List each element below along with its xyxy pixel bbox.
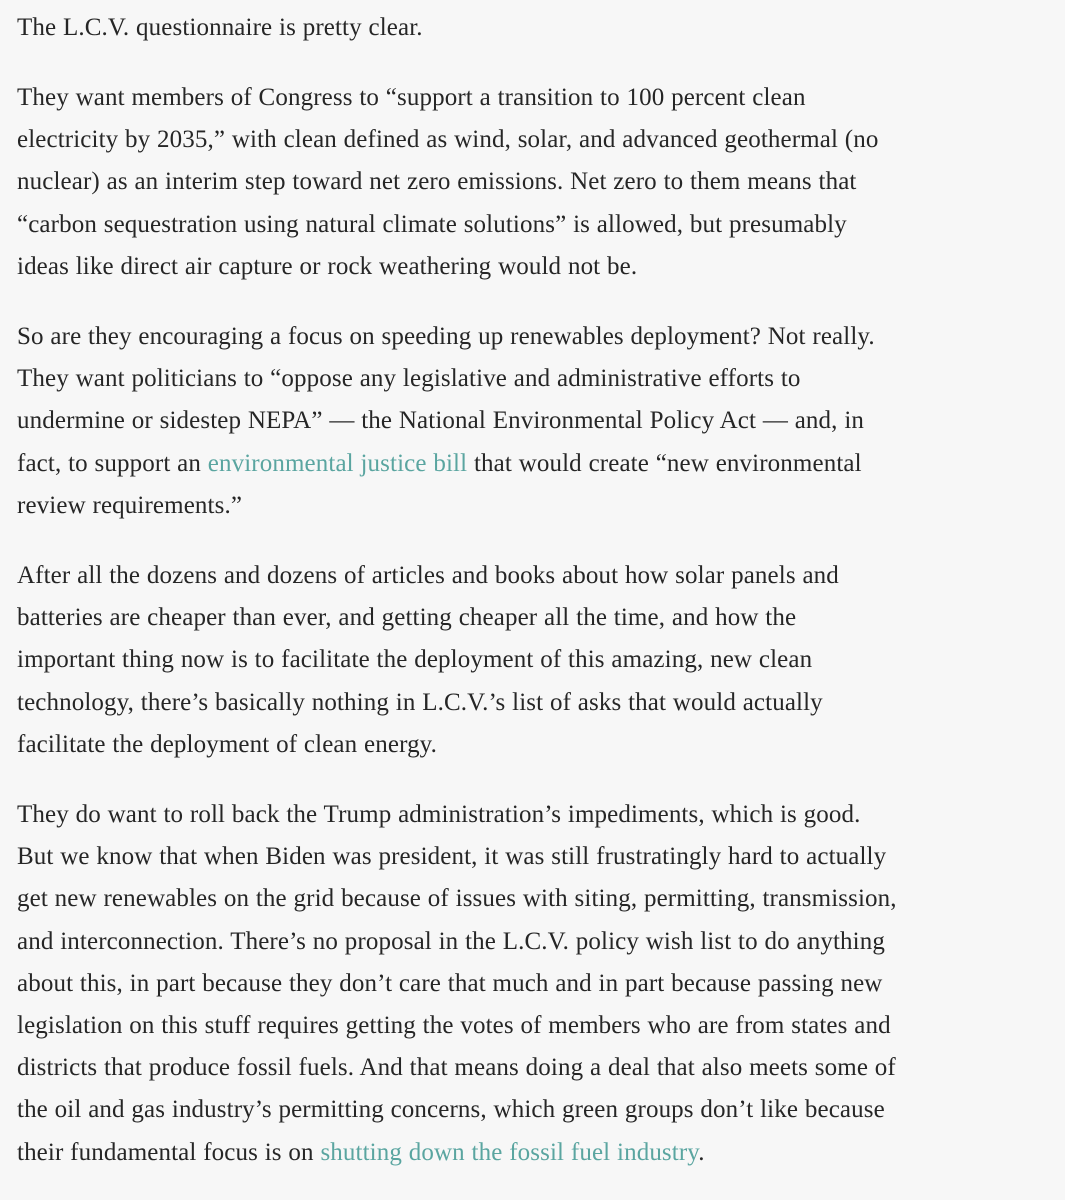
paragraph-line: “carbon sequestration using natural climate solutions” is allowed, but presumably <box>17 210 847 238</box>
paragraph-line: So are they encouraging a focus on speeding up renewables deployment? Not really. <box>17 323 875 350</box>
paragraph-line: districts that produce fossil fuels. And that means doing a deal that also meets some of <box>17 1054 896 1082</box>
paragraph-line: electricity by 2035,” with clean defined as wind, solar, and advanced geothermal (no <box>17 126 879 154</box>
paragraph-4 <box>17 555 1057 766</box>
paragraph-line: the oil and gas industry’s permitting concerns, which green groups don’t like because <box>17 1096 885 1124</box>
paragraph-line: important thing now is to facilitate the deployment of this amazing, new clean <box>17 646 813 674</box>
paragraph-line <box>17 1132 1057 1174</box>
paragraph-line: about this, in part because they don’t care that much and in part because passing new <box>17 969 883 997</box>
paragraph-line: get new renewables on the grid because of issues with siting, permitting, transmission, <box>17 885 897 913</box>
paragraph-line: The L.C.V. questionnaire is pretty clear. <box>17 14 423 41</box>
text-segment: fact, to support an <box>17 449 208 477</box>
paragraph-5 <box>17 794 1057 1174</box>
paragraph-line: ideas like direct air capture or rock weathering would not be. <box>17 252 638 280</box>
paragraph-line: After all the dozens and dozens of articles and books about how solar panels and <box>17 562 839 589</box>
paragraph-line: and interconnection. There’s no proposal in the L.C.V. policy wish list to do anything <box>17 927 885 955</box>
paragraph-line: They want politicians to “oppose any legislative and administrative efforts to <box>17 365 801 393</box>
fossil-fuel-industry-link[interactable]: shutting down the fossil fuel industry <box>320 1138 699 1166</box>
environmental-justice-bill-link[interactable]: environmental justice bill <box>207 449 468 477</box>
paragraph-2 <box>17 77 1057 288</box>
paragraph-line: legislation on this stuff requires getting the votes of members who are from states and <box>17 1011 891 1039</box>
text-segment: their fundamental focus is on <box>17 1138 321 1166</box>
paragraph-line: nuclear) as an interim step toward net zero emissions. Net zero to them means that <box>17 168 857 196</box>
paragraph-line: undermine or sidestep NEPA” — the National Environmental Policy Act — and, in <box>17 407 864 435</box>
paragraph-1 <box>17 7 1057 49</box>
paragraph-line: review requirements.” <box>17 491 243 519</box>
text-segment: . <box>698 1138 705 1166</box>
paragraph-line: facilitate the deployment of clean energy. <box>17 730 438 758</box>
paragraph-line: technology, there’s basically nothing in L.C.V.’s list of asks that would actually <box>17 688 823 716</box>
text-segment: that would create “new environmental <box>467 449 862 477</box>
paragraph-3 <box>17 316 1057 527</box>
paragraph-line <box>17 443 1057 485</box>
paragraph-line: But we know that when Biden was president, it was still frustratingly hard to actually <box>17 843 887 871</box>
paragraph-line: They do want to roll back the Trump administration’s impediments, which is good. <box>17 801 861 828</box>
paragraph-line: batteries are cheaper than ever, and getting cheaper all the time, and how the <box>17 604 797 632</box>
paragraph-line: They want members of Congress to “support a transition to 100 percent clean <box>17 84 806 111</box>
